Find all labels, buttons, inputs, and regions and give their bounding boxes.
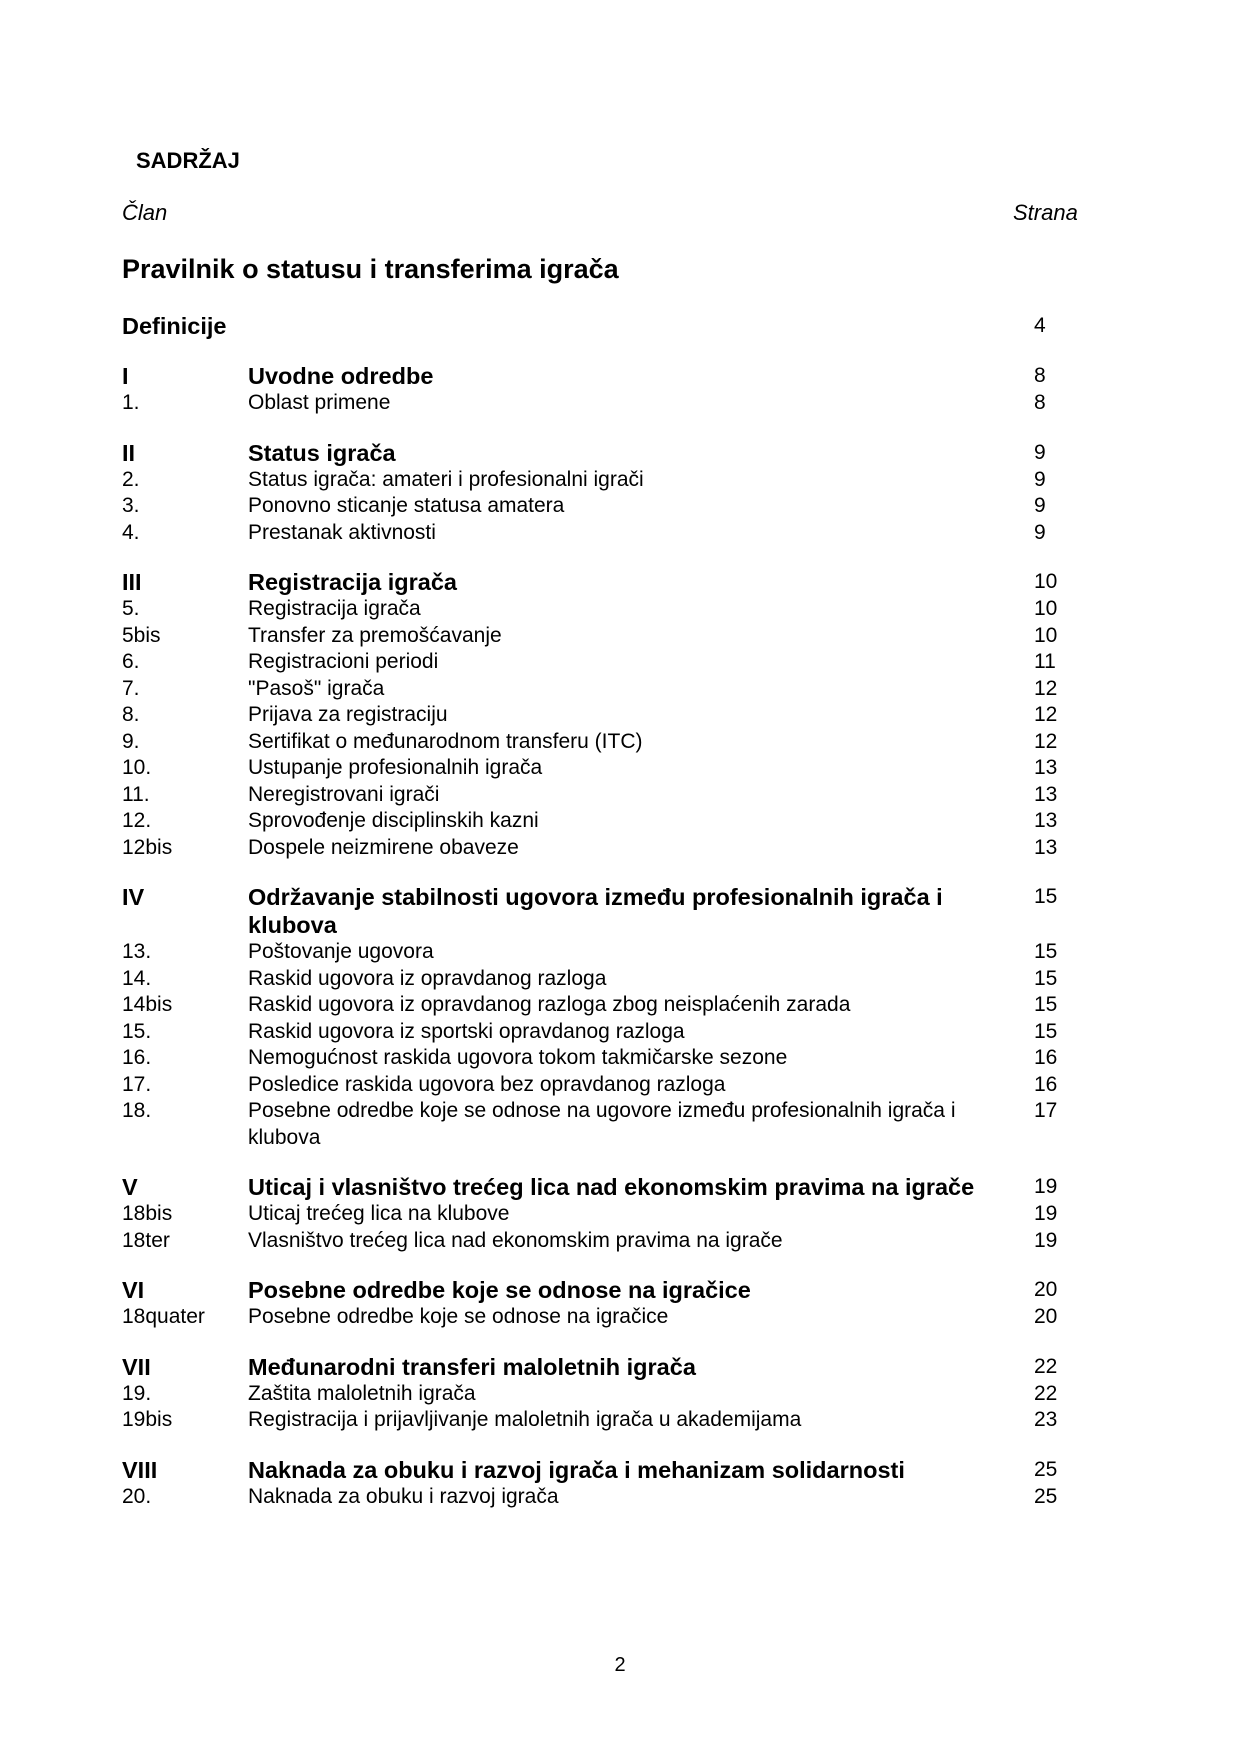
- article-page: 19: [1034, 1228, 1058, 1252]
- article-title: Posebne odredbe koje se odnose na igračice: [248, 1305, 669, 1328]
- toc-item-row: [122, 649, 1122, 676]
- section-page: 8: [1034, 364, 1046, 387]
- article-page: 11: [1034, 650, 1056, 673]
- article-number: 19bis: [122, 1408, 173, 1431]
- article-number: 11.: [122, 782, 150, 806]
- article-page: 15: [1034, 966, 1058, 990]
- toc-item-row: [122, 1045, 1122, 1072]
- article-page: 12: [1034, 729, 1058, 753]
- article-title: Registracija igrača: [248, 597, 421, 620]
- article-page: 10: [1034, 623, 1058, 647]
- article-title: Raskid ugovora iz sportski opravdanog razloga: [248, 1019, 685, 1043]
- document-title: Pravilnik o statusu i transferima igrača: [122, 254, 619, 284]
- section-number: VI: [122, 1277, 145, 1303]
- article-number: 13.: [122, 940, 152, 963]
- article-number: 19.: [122, 1381, 152, 1405]
- toc-item-row: [122, 1228, 1122, 1255]
- section-title: Registracija igrača: [248, 569, 457, 595]
- article-title: Oblast primene: [248, 391, 391, 414]
- toc-item-row: [122, 1407, 1122, 1434]
- article-page: 9: [1034, 494, 1046, 517]
- article-title: Ponovno sticanje statusa amatera: [248, 494, 565, 517]
- article-number: 5.: [122, 597, 140, 620]
- article-number: 20.: [122, 1484, 152, 1508]
- section-number: IV: [122, 884, 145, 910]
- section-title: Status igrača: [248, 439, 396, 466]
- section-spacer: [122, 1434, 1122, 1456]
- article-number: 3.: [122, 494, 140, 517]
- toc-definitions-page: 4: [1034, 314, 1046, 337]
- article-number: 6.: [122, 650, 140, 673]
- section-title: Posebne odredbe koje se odnose na igračice: [248, 1277, 751, 1303]
- article-title: Transfer za premošćavanje: [248, 623, 502, 647]
- section-spacer: [122, 1151, 1122, 1173]
- section-number: VII: [122, 1353, 151, 1380]
- article-page: 13: [1034, 835, 1058, 859]
- toc-item-row: [122, 1072, 1122, 1099]
- section-title: Međunarodni transferi maloletnih igrača: [248, 1353, 696, 1380]
- article-title: Prijava za registraciju: [248, 703, 448, 726]
- article-number: 8.: [122, 703, 140, 726]
- article-title: Uticaj trećeg lica na klubove: [248, 1202, 510, 1225]
- article-title: Raskid ugovora iz opravdanog razloga zbog neisplaćenih zarada: [248, 993, 851, 1016]
- toc-item-row: [122, 966, 1122, 993]
- section-spacer: [122, 546, 1122, 568]
- toc-item-row: [122, 1381, 1122, 1408]
- toc-item-row: [122, 808, 1122, 835]
- article-number: 16.: [122, 1046, 152, 1069]
- section-title: Uticaj i vlasništvo trećeg lica nad ekonomskim pravima na igrače: [248, 1174, 975, 1200]
- toc-item-row: [122, 493, 1122, 520]
- section-spacer: [122, 1331, 1122, 1353]
- article-title: Registracioni periodi: [248, 650, 439, 673]
- section-spacer: [122, 340, 1122, 362]
- article-number: 18quater: [122, 1305, 205, 1328]
- toc-item-row: [122, 467, 1122, 494]
- article-page: 15: [1034, 940, 1058, 963]
- toc-section-row: [122, 1353, 1122, 1381]
- toc-section-row: [122, 883, 1122, 939]
- article-page: 13: [1034, 782, 1058, 806]
- article-page: 9: [1034, 520, 1046, 544]
- article-title: Nemogućnost raskida ugovora tokom takmičarske sezone: [248, 1046, 788, 1069]
- article-title: Zaštita maloletnih igrača: [248, 1381, 476, 1405]
- article-title: Posebne odredbe koje se odnose na ugovore između profesionalnih igrača i klubova: [248, 1099, 956, 1149]
- article-title: Registracija i prijavljivanje maloletnih igrača u akademijama: [248, 1408, 802, 1431]
- toc-item-row: [122, 1019, 1122, 1046]
- article-page: 10: [1034, 597, 1058, 620]
- section-title: Naknada za obuku i razvoj igrača i mehanizam solidarnosti: [248, 1456, 905, 1483]
- article-page: 15: [1034, 993, 1058, 1016]
- section-page: 20: [1034, 1278, 1058, 1301]
- article-page: 19: [1034, 1202, 1058, 1225]
- section-number: III: [122, 569, 142, 595]
- article-number: 2.: [122, 467, 140, 491]
- section-page: 25: [1034, 1457, 1058, 1481]
- table-of-contents: [122, 312, 1122, 1510]
- toc-section-row: [122, 1276, 1122, 1304]
- article-number: 18.: [122, 1099, 152, 1122]
- article-page: 13: [1034, 756, 1058, 779]
- article-number: 4.: [122, 520, 140, 544]
- article-number: 5bis: [122, 623, 161, 647]
- toc-item-row: [122, 1304, 1122, 1331]
- toc-section-row: [122, 1456, 1122, 1484]
- article-number: 12bis: [122, 835, 173, 859]
- article-title: Posledice raskida ugovora bez opravdanog razloga: [248, 1072, 726, 1096]
- article-title: Dospele neizmirene obaveze: [248, 835, 519, 859]
- section-page: 22: [1034, 1354, 1058, 1378]
- section-number: I: [122, 363, 129, 389]
- article-page: 12: [1034, 703, 1058, 726]
- article-number: 10.: [122, 756, 152, 779]
- article-page: 16: [1034, 1072, 1058, 1096]
- article-number: 7.: [122, 676, 140, 700]
- article-title: Ustupanje profesionalnih igrača: [248, 756, 543, 779]
- article-title: Neregistrovani igrači: [248, 782, 440, 806]
- toc-item-row: [122, 1484, 1122, 1511]
- toc-item-row: [122, 835, 1122, 862]
- article-number: 18ter: [122, 1228, 170, 1252]
- article-page: 13: [1034, 809, 1058, 832]
- article-page: 9: [1034, 467, 1046, 491]
- toc-item-row: [122, 596, 1122, 623]
- toc-item-row: [122, 623, 1122, 650]
- article-title: Raskid ugovora iz opravdanog razloga: [248, 966, 607, 990]
- toc-item-row: [122, 702, 1122, 729]
- toc-item-row: [122, 520, 1122, 547]
- column-header-page: Strana: [1013, 200, 1078, 225]
- article-page: 22: [1034, 1381, 1058, 1405]
- toc-item-row: [122, 782, 1122, 809]
- article-number: 14.: [122, 966, 152, 990]
- article-title: Naknada za obuku i razvoj igrača: [248, 1484, 559, 1508]
- section-number: II: [122, 439, 136, 466]
- article-number: 15.: [122, 1019, 152, 1043]
- article-title: Poštovanje ugovora: [248, 940, 434, 963]
- toc-section-row: [122, 1173, 1122, 1201]
- section-number: V: [122, 1174, 138, 1200]
- article-page: 16: [1034, 1046, 1058, 1069]
- toc-section-row: [122, 439, 1122, 467]
- toc-item-row: [122, 729, 1122, 756]
- toc-item-row: [122, 992, 1122, 1019]
- toc-heading: SADRŽAJ: [136, 148, 240, 173]
- toc-item-row: [122, 1098, 1122, 1151]
- article-page: 23: [1034, 1408, 1058, 1431]
- section-number: VIII: [122, 1456, 158, 1483]
- column-header-article: Član: [122, 200, 168, 225]
- article-number: 17.: [122, 1072, 152, 1096]
- toc-item-row: [122, 939, 1122, 966]
- article-page: 20: [1034, 1305, 1058, 1328]
- section-page: 10: [1034, 570, 1058, 593]
- toc-section-row: [122, 362, 1122, 390]
- article-number: 18bis: [122, 1202, 173, 1225]
- article-number: 12.: [122, 809, 152, 832]
- article-page: 8: [1034, 391, 1046, 414]
- article-page: 25: [1034, 1484, 1058, 1508]
- section-page: 9: [1034, 440, 1046, 464]
- toc-item-row: [122, 755, 1122, 782]
- article-title: "Pasoš" igrača: [248, 676, 385, 700]
- section-spacer: [122, 417, 1122, 439]
- toc-section-row: [122, 568, 1122, 596]
- article-title: Sertifikat o međunarodnom transferu (ITC): [248, 729, 643, 753]
- toc-definitions-label: Definicije: [122, 313, 227, 339]
- page-number: 2: [614, 1654, 626, 1676]
- article-title: Prestanak aktivnosti: [248, 520, 436, 544]
- section-title: Održavanje stabilnosti ugovora između profesionalnih igrača i klubova: [248, 884, 943, 938]
- section-page: 19: [1034, 1175, 1058, 1198]
- article-title: Sprovođenje disciplinskih kazni: [248, 809, 539, 832]
- article-title: Vlasništvo trećeg lica nad ekonomskim pravima na igrače: [248, 1228, 783, 1252]
- article-number: 1.: [122, 391, 140, 414]
- toc-item-row: [122, 1201, 1122, 1228]
- section-spacer: [122, 861, 1122, 883]
- section-spacer: [122, 1254, 1122, 1276]
- section-title: Uvodne odredbe: [248, 363, 434, 389]
- article-number: 14bis: [122, 993, 173, 1016]
- toc-item-row: [122, 676, 1122, 703]
- article-title: Status igrača: amateri i profesionalni igrači: [248, 467, 644, 491]
- article-page: 12: [1034, 676, 1058, 700]
- section-page: 15: [1034, 885, 1058, 908]
- toc-item-row: [122, 390, 1122, 417]
- article-number: 9.: [122, 729, 140, 753]
- article-page: 15: [1034, 1019, 1058, 1043]
- toc-definitions-row: [122, 312, 1122, 340]
- article-page: 17: [1034, 1099, 1058, 1122]
